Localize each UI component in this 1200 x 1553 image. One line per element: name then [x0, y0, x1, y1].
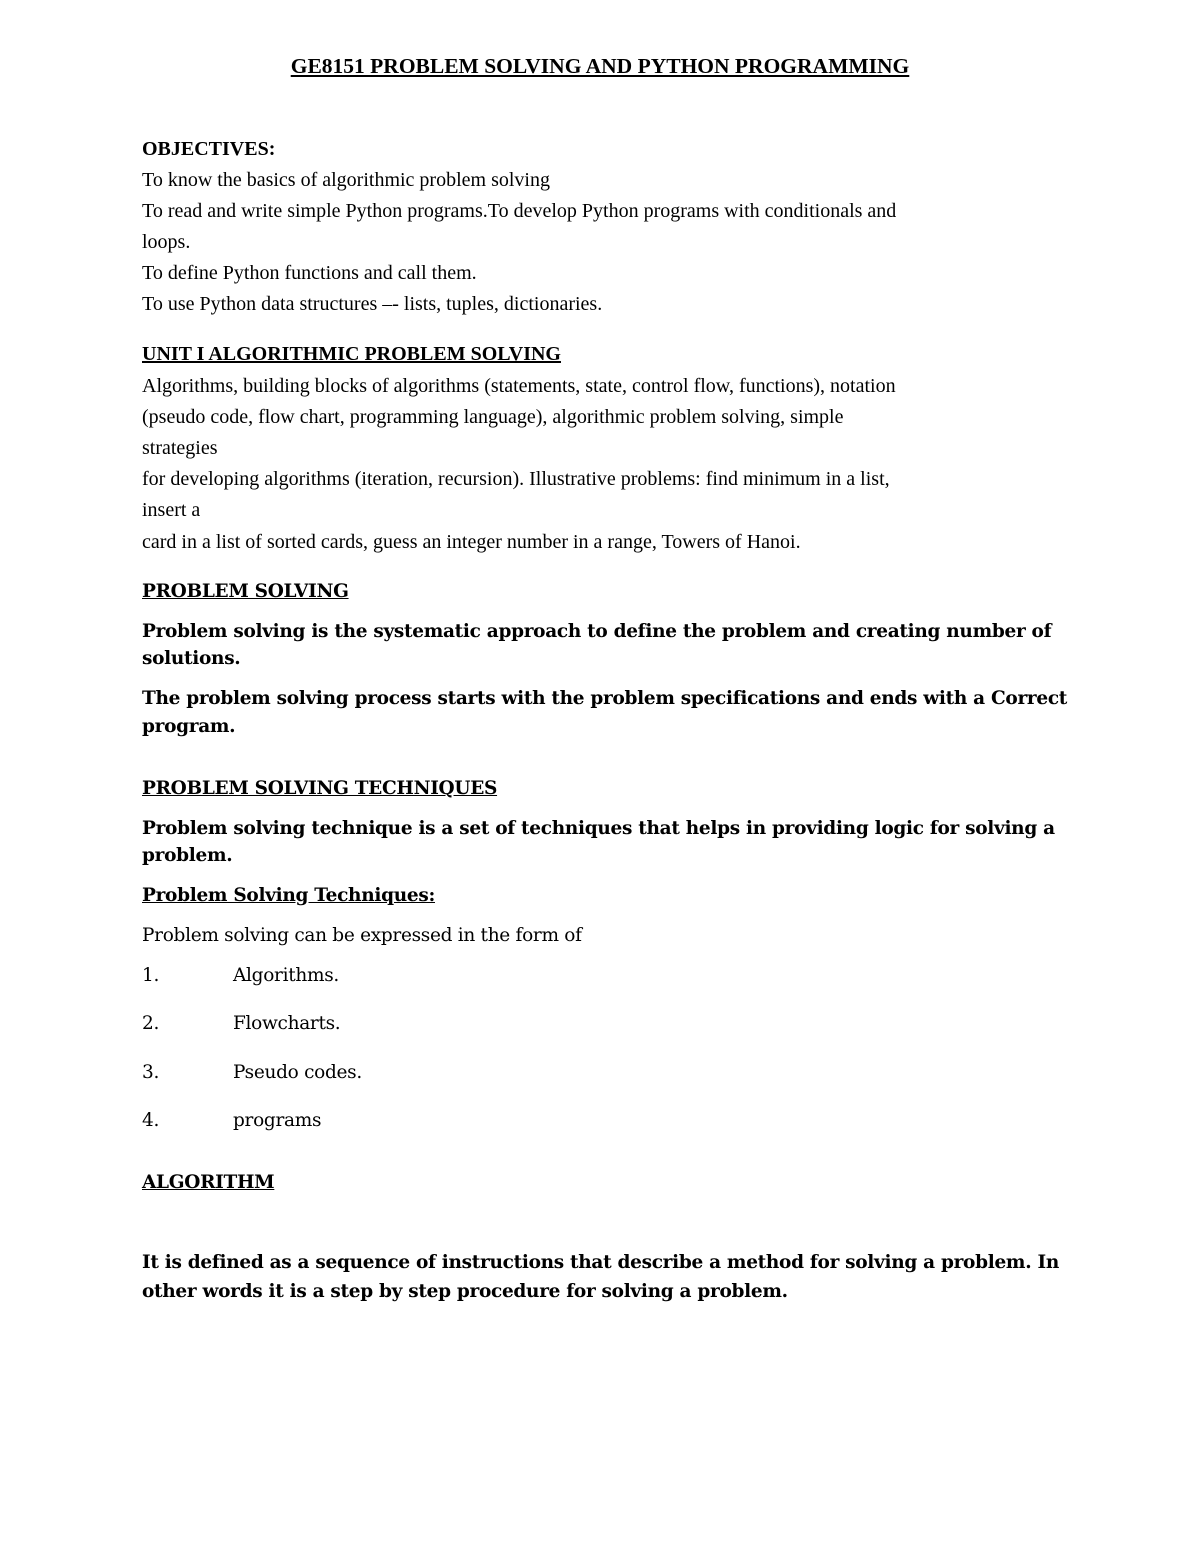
problem-solving-text: Problem solving is the systematic approach to define the problem and creating number of [142, 621, 1052, 642]
problem-solving-text: The problem solving process starts with the problem specifications and ends with a Correct [142, 688, 1068, 709]
list-item-number: 3. [142, 1062, 160, 1083]
unit-heading: UNIT I ALGORITHMIC PROBLEM SOLVING [142, 343, 561, 365]
unit-line: (pseudo code, flow chart, programming language), algorithmic problem solving, simple [142, 406, 844, 428]
document-title: GE8151 PROBLEM SOLVING AND PYTHON PROGRAMMING [290, 54, 910, 78]
list-item-number: 1. [142, 965, 160, 986]
list-item-text: programs [233, 1110, 322, 1131]
problem-solving-text: program. [142, 716, 236, 737]
techniques-subheading: Problem Solving Techniques: [142, 885, 435, 906]
problem-solving-heading: PROBLEM SOLVING [142, 581, 349, 602]
objectives-line: To use Python data structures –- lists, tuples, dictionaries. [142, 293, 603, 315]
algorithm-text: other words it is a step by step procedure for solving a problem. [142, 1281, 788, 1302]
problem-solving-text: solutions. [142, 648, 241, 669]
unit-line: for developing algorithms (iteration, recursion). Illustrative problems: find minimum in a list, [142, 468, 890, 490]
techniques-text: Problem solving technique is a set of techniques that helps in providing logic for solving a [142, 818, 1055, 839]
unit-line: card in a list of sorted cards, guess an integer number in a range, Towers of Hanoi. [142, 531, 801, 553]
algorithm-text: It is defined as a sequence of instructions that describe a method for solving a problem. In [142, 1252, 1059, 1273]
objectives-line: To know the basics of algorithmic problem solving [142, 169, 550, 191]
unit-line: strategies [142, 437, 218, 459]
objectives-heading: OBJECTIVES: [142, 138, 276, 160]
list-item-number: 4. [142, 1110, 160, 1131]
list-item-text: Flowcharts. [233, 1013, 341, 1034]
list-item-text: Pseudo codes. [233, 1062, 362, 1083]
techniques-text: problem. [142, 845, 233, 866]
list-item-number: 2. [142, 1013, 160, 1034]
techniques-intro: Problem solving can be expressed in the form of [142, 925, 582, 946]
objectives-line: loops. [142, 231, 191, 253]
techniques-heading: PROBLEM SOLVING TECHNIQUES [142, 778, 498, 799]
unit-line: insert a [142, 499, 201, 521]
objectives-line: To define Python functions and call them. [142, 262, 477, 284]
list-item-text: Algorithms. [233, 965, 339, 986]
algorithm-heading: ALGORITHM [142, 1172, 275, 1193]
unit-line: Algorithms, building blocks of algorithms (statements, state, control flow, functions), notation [142, 375, 896, 397]
objectives-line: To read and write simple Python programs.To develop Python programs with conditionals and [142, 200, 897, 222]
